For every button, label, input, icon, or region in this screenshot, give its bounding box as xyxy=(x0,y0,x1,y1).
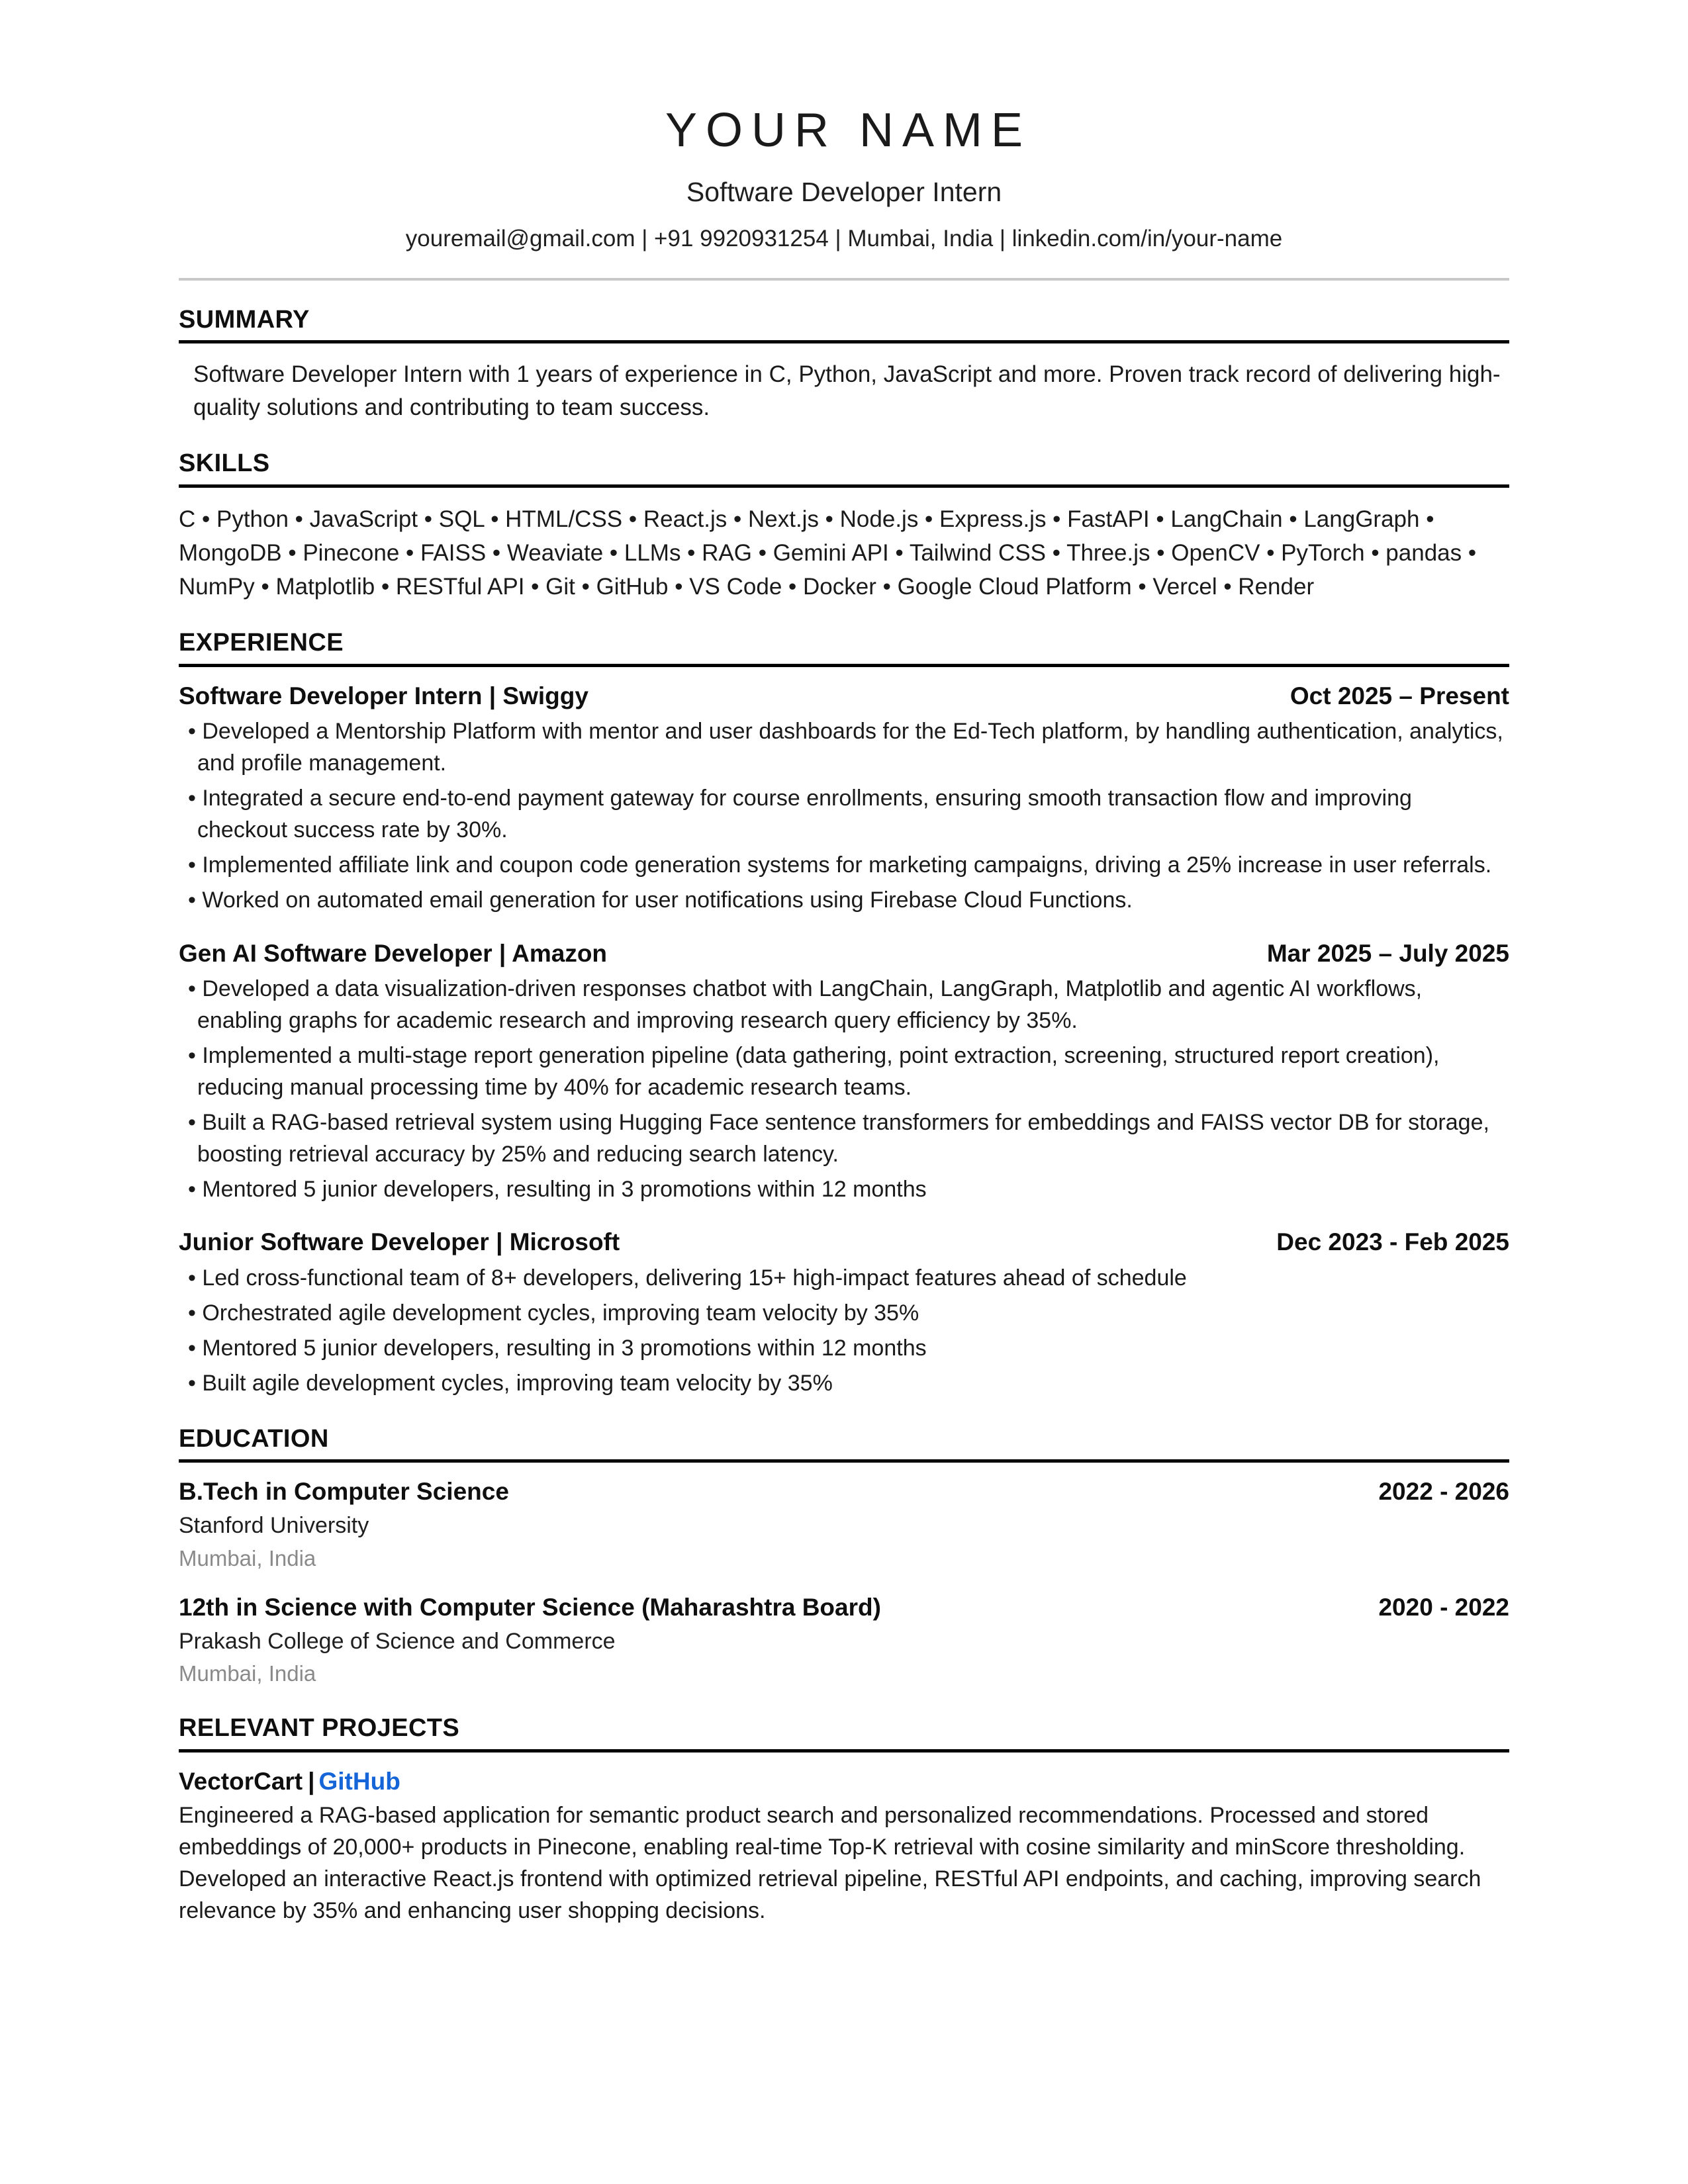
experience-item xyxy=(179,1228,1509,1399)
experience-item xyxy=(179,939,1509,1206)
bullet-item: • Implemented a multi-stage report generation pipeline (data gathering, point extraction, screening, structured report creation), reducing manual processing time by 40% for academic research teams. xyxy=(188,1042,1440,1100)
education-years: 2022 - 2026 xyxy=(1378,1478,1509,1506)
bullet-item: • Led cross-functional team of 8+ developers, delivering 15+ high-impact features ahead of schedule xyxy=(188,1265,1187,1291)
project-github-link[interactable]: GitHub xyxy=(318,1767,400,1795)
section-heading-projects: RELEVANT PROJECTS xyxy=(179,1713,460,1742)
experience-item-header xyxy=(179,1228,1509,1257)
job-title: Junior Software Developer | Microsoft xyxy=(179,1228,620,1256)
section-experience xyxy=(179,629,1509,1400)
bullet-item: • Mentored 5 junior developers, resulting in 3 promotions within 12 months xyxy=(188,1335,927,1361)
education-item xyxy=(179,1593,1509,1689)
job-bullets xyxy=(179,974,1509,1206)
bullet-item: • Orchestrated agile development cycles, improving team velocity by 35% xyxy=(188,1300,919,1326)
skills-list: C • Python • JavaScript • SQL • HTML/CSS • React.js • Next.js • Node.js • Express.js • FastAPI • LangChain • LangGraph • MongoDB • Pinecone • FAISS • Weaviate • LLMs • RAG • Gemini API • Tailwind CSS • Three.js • OpenCV • PyTorch • pandas • NumPy • Matplotlib • RESTful API • Git • GitHub • VS Code • Docker • Google Cloud Platform • Vercel • Render xyxy=(179,506,1477,600)
summary-text: Software Developer Intern with 1 years of experience in C, Python, JavaScript and more. Proven track record of delivering high-quality solutions and contributing to team success. xyxy=(193,361,1501,421)
bullet-item: • Developed a Mentorship Platform with mentor and user dashboards for the Ed-Tech platform, by handling authentication, analytics, and profile management. xyxy=(188,718,1503,776)
section-education xyxy=(179,1425,1509,1689)
experience-item-header xyxy=(179,939,1509,968)
education-school: Prakash College of Science and Commerce xyxy=(179,1628,616,1654)
job-dates: Oct 2025 – Present xyxy=(1289,682,1509,709)
bullet-item: • Implemented affiliate link and coupon code generation systems for marketing campaigns, driving a 25% increase in user referrals. xyxy=(188,852,1492,878)
section-summary xyxy=(179,306,1509,424)
bullet-item: • Worked on automated email generation for user notifications using Firebase Cloud Functions. xyxy=(188,887,1133,913)
experience-item-header xyxy=(179,682,1509,711)
experience-item xyxy=(179,682,1509,917)
job-title: Gen AI Software Developer | Amazon xyxy=(179,939,608,967)
header-divider xyxy=(179,278,1509,281)
section-heading-summary: SUMMARY xyxy=(179,305,310,334)
project-description: Engineered a RAG-based application for semantic product search and personalized recommendations. Processed and stored embeddings of 20,000+ products in Pinecone, enabling real-time Top-K retrieval with cosine similarity and minScore thresholding. Developed an interactive React.js frontend with optimized retrieval pipeline, RESTful API endpoints, and caching, improving search relevance by 35% and enhancing user shopping decisions. xyxy=(179,1803,1481,1923)
resume-header xyxy=(179,99,1509,281)
job-title: Software Developer Intern | Swiggy xyxy=(179,682,588,709)
section-rule xyxy=(179,340,1509,343)
education-location: Mumbai, India xyxy=(179,1545,316,1570)
projects-body xyxy=(179,1767,1509,1927)
project-item-header xyxy=(179,1767,1509,1796)
section-heading-experience: EXPERIENCE xyxy=(179,628,344,657)
section-rule xyxy=(179,484,1509,488)
section-rule xyxy=(179,1749,1509,1752)
education-degree: B.Tech in Computer Science xyxy=(179,1478,509,1506)
section-heading-education: EDUCATION xyxy=(179,1424,329,1453)
summary-body xyxy=(179,358,1509,424)
education-degree: 12th in Science with Computer Science (Maharashtra Board) xyxy=(179,1594,881,1621)
section-rule xyxy=(179,664,1509,667)
section-skills xyxy=(179,449,1509,604)
bullet-item: • Built a RAG-based retrieval system using Hugging Face sentence transformers for embeddings and FAISS vector DB for storage, boosting retrieval accuracy by 25% and reducing search latency. xyxy=(188,1109,1489,1167)
education-item xyxy=(179,1477,1509,1573)
project-separator: | xyxy=(308,1767,315,1795)
contact-line: youremail@gmail.com | +91 9920931254 | Mumbai, India | linkedin.com/in/your-name xyxy=(405,225,1283,251)
project-name: VectorCart xyxy=(179,1767,303,1795)
job-bullets xyxy=(179,1263,1509,1400)
education-years: 2020 - 2022 xyxy=(1378,1594,1509,1621)
section-rule xyxy=(179,1459,1509,1463)
bullet-item: • Developed a data visualization-driven responses chatbot with LangChain, LangGraph, Matplotlib and agentic AI workflows, enabling graphs for academic research and improving research query efficiency by 35%. xyxy=(188,976,1423,1033)
job-bullets xyxy=(179,716,1509,917)
job-dates: Dec 2023 - Feb 2025 xyxy=(1276,1228,1509,1256)
education-item-header xyxy=(179,1593,1509,1622)
job-dates: Mar 2025 – July 2025 xyxy=(1266,939,1509,967)
skills-body xyxy=(179,502,1509,604)
bullet-item: • Mentored 5 junior developers, resulting in 3 promotions within 12 months xyxy=(188,1176,927,1202)
experience-body xyxy=(179,682,1509,1400)
page-title: YOUR NAME xyxy=(665,104,1032,157)
bullet-item: • Integrated a secure end-to-end payment gateway for course enrollments, ensuring smooth transaction flow and improving checkout success rate by 30%. xyxy=(188,785,1412,842)
professional-headline: Software Developer Intern xyxy=(686,176,1002,207)
education-item-header xyxy=(179,1477,1509,1506)
section-heading-skills: SKILLS xyxy=(179,449,270,477)
project-item xyxy=(179,1767,1509,1927)
bullet-item: • Built agile development cycles, improving team velocity by 35% xyxy=(188,1370,833,1396)
education-school: Stanford University xyxy=(179,1512,369,1538)
education-body xyxy=(179,1477,1509,1689)
section-projects xyxy=(179,1714,1509,1927)
education-location: Mumbai, India xyxy=(179,1661,316,1686)
